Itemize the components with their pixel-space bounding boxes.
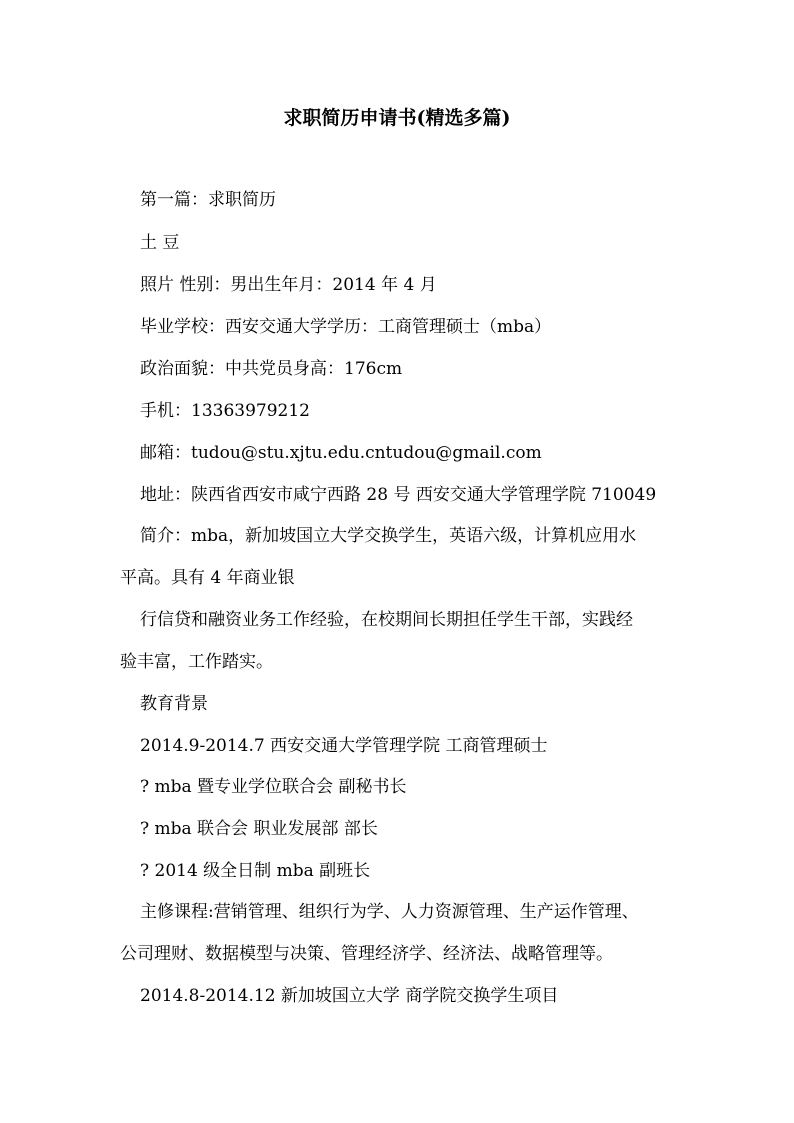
intro-line-1: 简介：mba，新加坡国立大学交换学生，英语六级，计算机应用水 [140,526,637,546]
address-line: 地址：陕西省西安市咸宁西路 28 号 西安交通大学管理学院 710049 [140,485,657,505]
courses-line-1: 主修课程:营销管理、组织行为学、人力资源管理、生产运作管理、 [140,902,639,922]
intro-line-2: 平高。具有 4 年商业银 [120,568,295,588]
document-title: 求职简历申请书(精选多篇) [283,107,511,129]
politics-height-line: 政治面貌：中共党员身高：176cm [140,359,403,379]
education-entry-1: 2014.9-2014.7 西安交通大学管理学院 工商管理硕士 [140,736,548,756]
school-degree-line: 毕业学校：西安交通大学学历：工商管理硕士（mba） [140,317,552,337]
email-line: 邮箱：tudou@stu.xjtu.edu.cntudou@gmail.com [140,443,542,463]
phone-line: 手机：13363979212 [140,401,310,421]
role-item-3: ? 2014 级全日制 mba 副班长 [140,861,371,881]
name-line: 土 豆 [140,233,180,253]
education-heading: 教育背景 [140,694,208,714]
role-item-2: ? mba 联合会 职业发展部 部长 [140,819,378,839]
courses-line-2: 公司理财、数据模型与决策、管理经济学、经济法、战略管理等。 [120,944,613,964]
education-entry-2: 2014.8-2014.12 新加坡国立大学 商学院交换学生项目 [140,986,559,1006]
intro-line-4: 验丰富，工作踏实。 [120,652,273,672]
photo-gender-birth-line: 照片 性别：男出生年月：2014 年 4 月 [140,275,437,295]
intro-line-3: 行信贷和融资业务工作经验，在校期间长期担任学生干部，实践经 [140,610,633,630]
role-item-1: ? mba 暨专业学位联合会 副秘书长 [140,777,407,797]
section-heading-part-one: 第一篇：求职简历 [140,190,276,210]
